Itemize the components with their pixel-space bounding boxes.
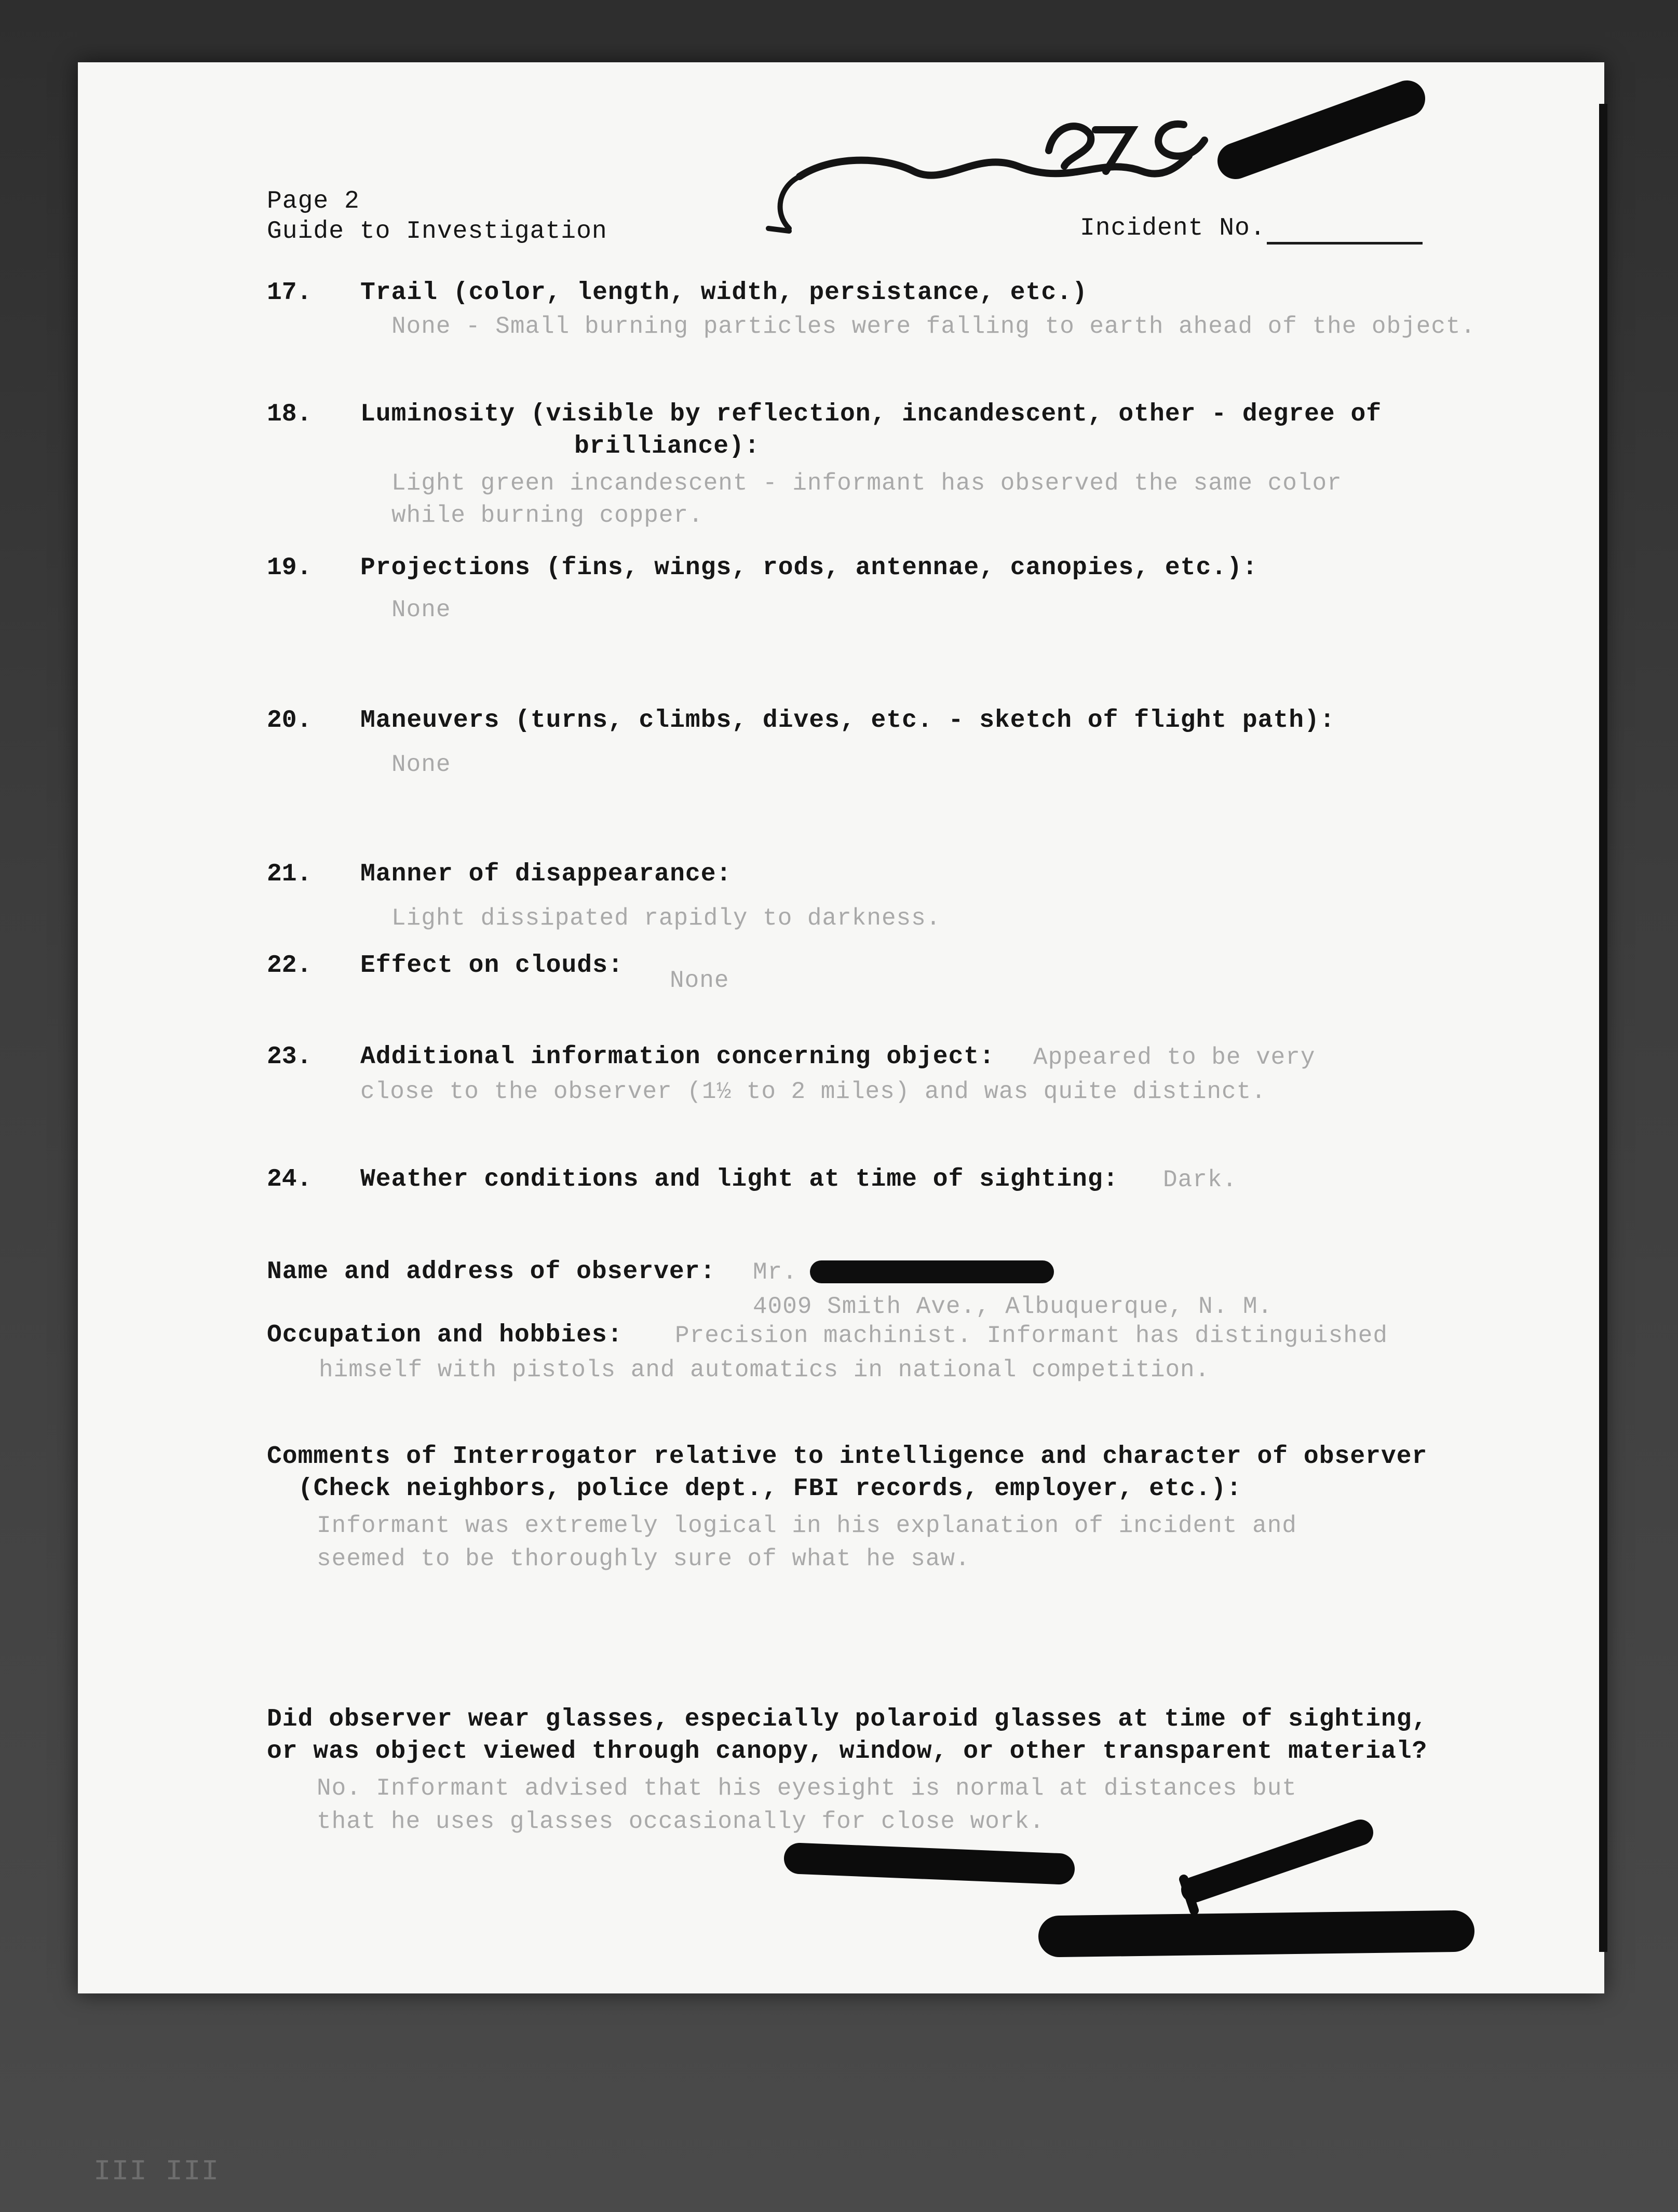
item-number: 22.: [267, 952, 312, 980]
item-number: 19.: [267, 554, 312, 582]
occupation-value: Precision machinist. Informant has distinguished: [675, 1322, 1388, 1349]
item-number: 21.: [267, 860, 312, 888]
observer-name-label: Name and address of observer:: [267, 1258, 716, 1286]
item-label-continued: brilliance):: [574, 432, 760, 460]
item-answer: None: [391, 596, 451, 623]
item-number: 17.: [267, 279, 312, 307]
item-label: Weather conditions and light at time of sighting:: [360, 1165, 1119, 1193]
item-number: 23.: [267, 1043, 312, 1071]
glasses-answer: No. Informant advised that his eyesight is normal at distances but: [317, 1775, 1297, 1802]
item-number: 18.: [267, 400, 312, 428]
comments-label: Comments of Interrogator relative to intelligence and character of observer: [267, 1443, 1428, 1471]
item-answer: Dark.: [1163, 1166, 1238, 1193]
observer-name-value: Mr.: [753, 1259, 797, 1286]
item-answer-continued: while burning copper.: [391, 502, 703, 529]
observer-address-value: 4009 Smith Ave., Albuquerque, N. M.: [753, 1293, 1273, 1320]
item-label: Luminosity (visible by reflection, incandescent, other - degree of: [360, 400, 1382, 428]
item-number: 20.: [267, 707, 312, 735]
page-number: Page 2: [267, 187, 360, 215]
incident-label: Incident No.: [1080, 214, 1266, 242]
item-label: Effect on clouds:: [360, 952, 624, 980]
glasses-label: Did observer wear glasses, especially polaroid glasses at time of sighting,: [267, 1705, 1428, 1733]
redaction-bar: [810, 1260, 1054, 1283]
item-label: Additional information concerning object:: [360, 1043, 995, 1071]
comments-answer-continued: seemed to be thoroughly sure of what he saw.: [317, 1545, 970, 1572]
occupation-value-continued: himself with pistols and automatics in national competition.: [319, 1356, 1210, 1383]
item-label: Manner of disappearance:: [360, 860, 732, 888]
comments-answer: Informant was extremely logical in his explanation of incident and: [317, 1512, 1297, 1539]
form-subtitle: Guide to Investigation: [267, 218, 607, 246]
item-answer: None: [670, 967, 729, 994]
comments-label-continued: (Check neighbors, police dept., FBI records, employer, etc.):: [298, 1475, 1242, 1503]
item-answer: Appeared to be very: [1033, 1044, 1316, 1071]
item-answer: Light green incandescent - informant has observed the same color: [391, 470, 1342, 497]
footer-marks: III III: [93, 2155, 220, 2188]
glasses-label-continued: or was object viewed through canopy, window, or other transparent material?: [267, 1738, 1428, 1766]
item-answer: None: [391, 751, 451, 778]
item-label: Projections (fins, wings, rods, antennae, canopies, etc.):: [360, 554, 1258, 582]
item-label: Maneuvers (turns, climbs, dives, etc. - sketch of flight path):: [360, 707, 1335, 735]
item-number: 24.: [267, 1165, 312, 1193]
occupation-label: Occupation and hobbies:: [267, 1321, 623, 1349]
item-answer: Light dissipated rapidly to darkness.: [391, 905, 941, 932]
item-label: Trail (color, length, width, persistance, etc.): [360, 279, 1088, 307]
item-answer-continued: close to the observer (1½ to 2 miles) and was quite distinct.: [360, 1078, 1266, 1105]
item-answer: None - Small burning particles were falling to earth ahead of the object.: [391, 313, 1476, 340]
glasses-answer-continued: that he uses glasses occasionally for close work.: [317, 1808, 1045, 1835]
